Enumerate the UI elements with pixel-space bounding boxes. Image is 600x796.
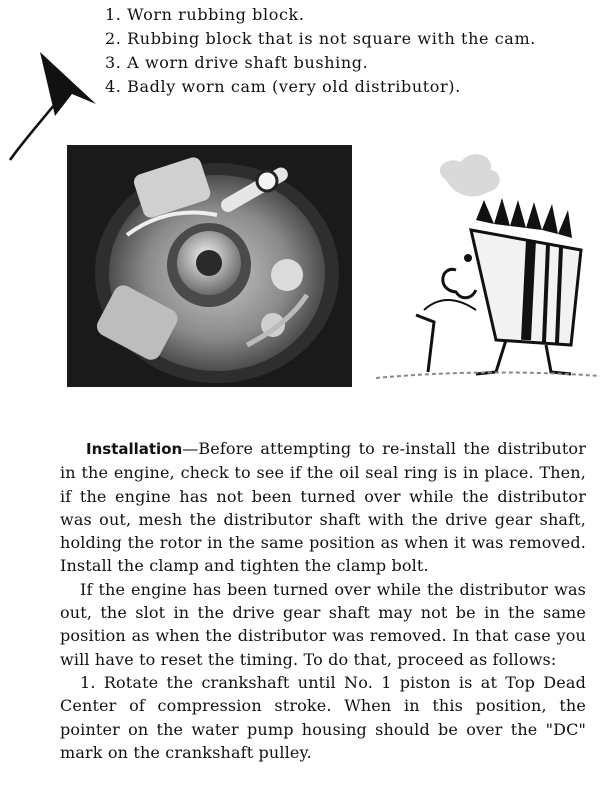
reason-item: 3. A worn drive shaft bushing. — [105, 53, 369, 72]
installation-step-1: 1. Rotate the crankshaft until No. 1 piston is at Top Dead Center of compression stroke. When in this position, the pointer on the water pump housing should be over the "DC" mark on the crankshaft pulley. — [60, 672, 586, 762]
installation-paragraph-2: If the engine has been turned over while the distributor was out, the slot in the drive gear shaft may not be in the same position as when the distributor was removed. In that case you will have to reset the timing. To do that, proceed as follows: — [60, 579, 586, 669]
reasons-list — [105, 3, 536, 99]
reason-item: 4. Badly worn cam (very old distributor). — [105, 77, 461, 96]
distributor-cap-cartoon — [376, 140, 600, 390]
installation-paragraph-1: —Before attempting to re-install the distributor in the engine, check to see if the oil seal ring is in place. Then, if the engine has not been turned over while the distributor was out, mesh the distributor shaft with the drive gear shaft, holding the rotor in the same position as when it was removed. Install the clamp and tighten the clamp bolt. — [60, 439, 586, 576]
reason-item: 1. Worn rubbing block. — [105, 5, 305, 24]
reason-item: 2. Rubbing block that is not square with the cam. — [105, 29, 536, 48]
distributor-photo — [67, 145, 352, 387]
installation-heading: Installation — [86, 440, 183, 458]
installation-section — [60, 437, 586, 764]
